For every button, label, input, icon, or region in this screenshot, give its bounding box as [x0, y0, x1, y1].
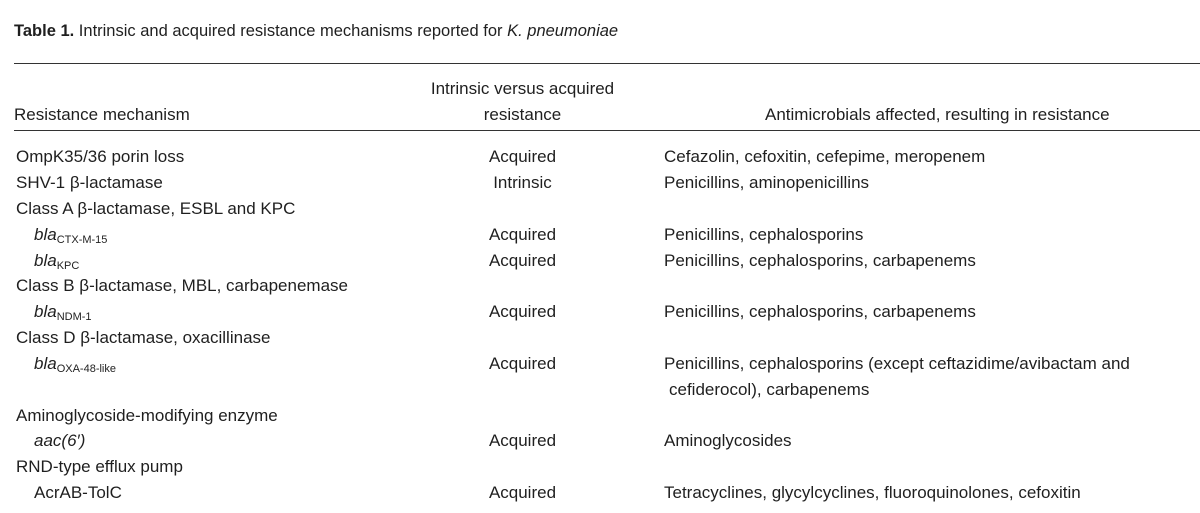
mechanism-cell: Class D β-lactamase, oxacillinase: [16, 328, 271, 347]
header-type: [390, 76, 655, 128]
gene-name: bla: [34, 225, 57, 244]
antimicrobials-line1: Penicillins, cephalosporins (except ceftazidime/avibactam and: [664, 354, 1130, 373]
mechanism-cell: OmpK35/36 porin loss: [16, 147, 185, 166]
header-type-line2: resistance: [483, 105, 562, 124]
table-row: [0, 480, 1200, 506]
gene-name: aac(6′): [34, 431, 86, 450]
gene-name: bla: [34, 251, 57, 270]
table-row: [0, 351, 1200, 403]
caption-organism: K. pneumoniae: [507, 22, 619, 40]
top-rule: [14, 63, 1200, 64]
antimicrobials-line2: cefiderocol), carbapenems: [669, 380, 870, 399]
header-rule: [14, 130, 1200, 131]
caption-text: Intrinsic and acquired resistance mechanisms reported for: [74, 22, 508, 40]
table-row-group-heading: [0, 454, 1200, 480]
mechanism-cell: Class B β-lactamase, MBL, carbapenemase: [16, 276, 348, 295]
type-cell: Acquired: [488, 483, 557, 502]
type-cell: Acquired: [488, 251, 557, 270]
header-antimicrobials: Antimicrobials affected, resulting in resistance: [765, 105, 1110, 124]
antimicrobials-cell: Penicillins, cephalosporins, carbapenems: [664, 302, 976, 321]
type-cell: Acquired: [488, 354, 557, 373]
table-row-group-heading: [0, 403, 1200, 429]
table-row-group-heading: [0, 273, 1200, 299]
table-row: [0, 144, 1200, 170]
type-cell: Acquired: [488, 302, 557, 321]
mechanism-cell: RND-type efflux pump: [16, 457, 183, 476]
gene-cell: [34, 428, 85, 454]
gene-subscript: CTX-M-15: [56, 234, 108, 246]
table-row: [0, 248, 1200, 274]
submechanism-cell: AcrAB-TolC: [34, 483, 122, 502]
antimicrobials-cell: Penicillins, cephalosporins: [664, 225, 864, 244]
gene-subscript: OXA-48-like: [56, 363, 116, 375]
gene-name: bla: [34, 302, 57, 321]
table-row: [0, 170, 1200, 196]
table-row: [0, 428, 1200, 454]
caption-label: Table 1.: [14, 22, 75, 40]
header-type-line1: Intrinsic versus acquired: [430, 79, 615, 98]
type-cell: Acquired: [488, 431, 557, 450]
header-mechanism: Resistance mechanism: [14, 105, 190, 124]
table-caption: [14, 22, 618, 41]
type-cell: Acquired: [488, 147, 557, 166]
gene-subscript: NDM-1: [56, 311, 92, 323]
type-cell: Acquired: [488, 225, 557, 244]
type-cell: Intrinsic: [493, 173, 552, 192]
antimicrobials-cell: Tetracyclines, glycylcyclines, fluoroquinolones, cefoxitin: [664, 483, 1081, 502]
table-row: [0, 222, 1200, 248]
table-row-group-heading: [0, 325, 1200, 351]
mechanism-cell: Aminoglycoside-modifying enzyme: [16, 406, 278, 425]
gene-cell: [34, 351, 116, 382]
antimicrobials-cell: Cefazolin, cefoxitin, cefepime, meropenem: [664, 147, 986, 166]
gene-name: bla: [34, 354, 57, 373]
gene-subscript: KPC: [56, 260, 80, 272]
antimicrobials-cell: Penicillins, aminopenicillins: [664, 173, 870, 192]
table-row: [0, 299, 1200, 325]
mechanism-cell: SHV-1 β-lactamase: [16, 173, 163, 192]
antimicrobials-cell: Aminoglycosides: [664, 431, 792, 450]
table-row-group-heading: [0, 196, 1200, 222]
antimicrobials-cell: [664, 351, 1194, 403]
antimicrobials-cell: Penicillins, cephalosporins, carbapenems: [664, 251, 976, 270]
mechanism-cell: Class A β-lactamase, ESBL and KPC: [16, 199, 296, 218]
